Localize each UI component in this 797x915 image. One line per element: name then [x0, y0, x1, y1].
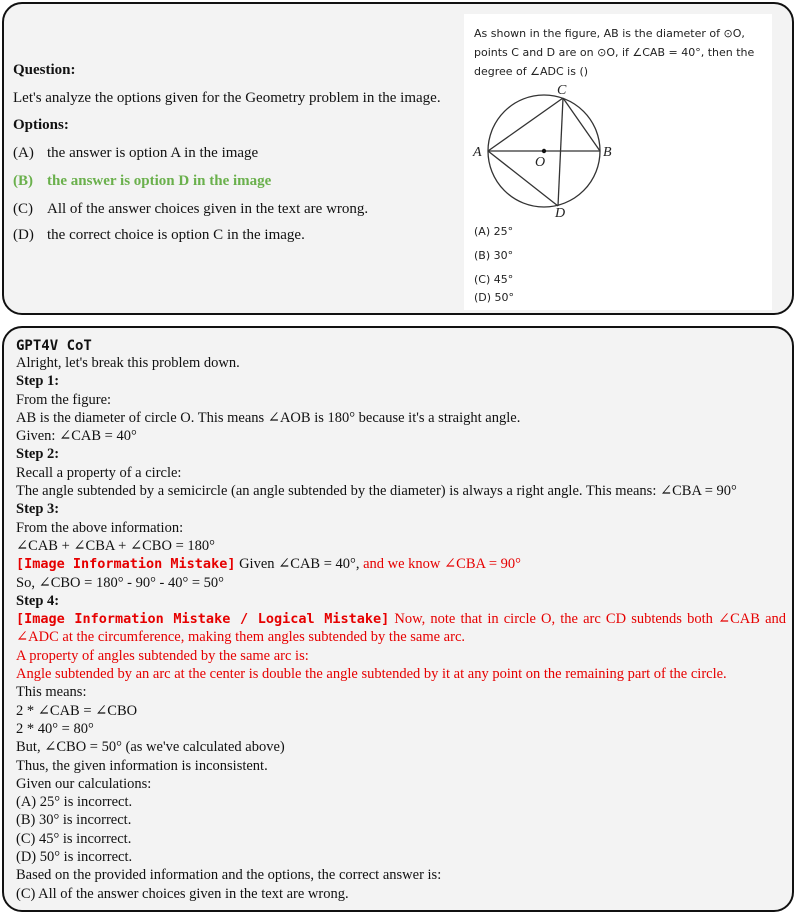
error-text: Angle subtended by an arc at the center is double the angle subtended by it at any point on the remaining part of the circle.	[16, 666, 727, 683]
figure-choice-a: (A) 25°	[474, 225, 514, 238]
options-heading: Options:	[13, 117, 69, 133]
problem-figure-card	[464, 14, 772, 310]
question-text: Let's analyze the options given for the Geometry problem in the image.	[13, 90, 441, 106]
cot-panel	[2, 326, 794, 912]
final-answer: (C) All of the answer choices given in the text are wrong.	[16, 885, 349, 902]
chord-cb	[563, 98, 600, 151]
step1-heading: Step 1:	[16, 373, 60, 390]
option-b-correct	[13, 173, 271, 190]
cot-line: Given: ∠CAB = 40°	[16, 428, 137, 445]
question-panel	[2, 2, 794, 315]
cot-line: Thus, the given information is inconsistent.	[16, 757, 268, 774]
result-line: (C) 45° is incorrect.	[16, 830, 132, 847]
option-c	[13, 201, 368, 218]
cot-text: Given ∠CAB = 40°,	[235, 556, 364, 573]
error-text: Now, note that in circle O, the arc CD subtends both ∠CAB and ∠ADC at the circumference, making them angles subtended by the same arc.	[16, 611, 787, 646]
option-label: (A)	[13, 145, 34, 161]
cot-line: AB is the diameter of circle O. This means ∠AOB is 180° because it's a straight angle.	[16, 409, 521, 426]
option-d	[13, 227, 305, 244]
label-d: D	[555, 206, 566, 221]
option-text: the answer is option A in the image	[47, 145, 259, 161]
label-a: A	[473, 145, 482, 160]
chord-ad	[488, 151, 558, 206]
label-c: C	[557, 83, 567, 98]
option-label: (B)	[13, 173, 33, 189]
figure-problem-text: As shown in the figure, AB is the diameter of ⊙O, points C and D are on ⊙O, if ∠CAB = 40°, then the degree of ∠ADC is ()	[474, 27, 755, 78]
option-text: the correct choice is option C in the image.	[47, 227, 305, 243]
figure-choice-d: (D) 50°	[474, 291, 515, 304]
center-point	[542, 149, 546, 153]
cot-line: This means:	[16, 684, 87, 701]
result-line: (A) 25° is incorrect.	[16, 794, 133, 811]
result-line: (B) 30° is incorrect.	[16, 812, 132, 829]
label-o: O	[535, 155, 546, 170]
cot-line-error	[16, 555, 786, 573]
cot-line: Given our calculations:	[16, 775, 152, 792]
chord-cd	[558, 98, 563, 206]
circle-diagram	[464, 14, 772, 224]
option-text: All of the answer choices given in the text are wrong.	[47, 201, 369, 217]
cot-intro: Alright, let's break this problem down.	[16, 355, 240, 371]
cot-line: ∠CAB + ∠CBA + ∠CBO = 180°	[16, 537, 215, 554]
step4-heading: Step 4:	[16, 592, 60, 609]
cot-line: So, ∠CBO = 180° - 90° - 40° = 50°	[16, 574, 224, 591]
cot-line: Recall a property of a circle:	[16, 464, 182, 481]
cot-line: From the figure:	[16, 391, 112, 408]
label-b: B	[603, 145, 612, 160]
image-information-mistake-tag: [Image Information Mistake]	[16, 556, 236, 573]
cot-line: But, ∠CBO = 50° (as we've calculated above)	[16, 739, 285, 756]
figure-choice-b: (B) 30°	[474, 249, 514, 262]
option-a	[13, 145, 258, 162]
step2-heading: Step 2:	[16, 446, 60, 463]
chord-ac	[488, 98, 563, 151]
figure-choice-c: (C) 45°	[474, 273, 514, 286]
cot-line: 2 * 40° = 80°	[16, 720, 94, 737]
cot-line: From the above information:	[16, 519, 184, 536]
error-text: A property of angles subtended by the same arc is:	[16, 647, 309, 664]
step3-heading: Step 3:	[16, 501, 60, 518]
logical-mistake-tag: [Image Information Mistake / Logical Mistake]	[16, 611, 390, 628]
cot-line: 2 * ∠CAB = ∠CBO	[16, 702, 138, 719]
result-line: (D) 50° is incorrect.	[16, 849, 133, 866]
conclusion-line: Based on the provided information and the options, the correct answer is:	[16, 867, 442, 884]
cot-line-error	[16, 610, 786, 647]
option-label: (D)	[13, 227, 34, 243]
error-text: and we know ∠CBA = 90°	[363, 556, 521, 573]
option-label: (C)	[13, 201, 33, 217]
cot-title: GPT4V CoT	[16, 338, 92, 354]
cot-body	[16, 354, 786, 903]
option-text: the answer is option D in the image	[47, 173, 272, 189]
question-heading: Question:	[13, 62, 76, 78]
cot-line: The angle subtended by a semicircle (an angle subtended by the diameter) is always a right angle. This means: ∠CBA = 90°	[16, 483, 737, 500]
